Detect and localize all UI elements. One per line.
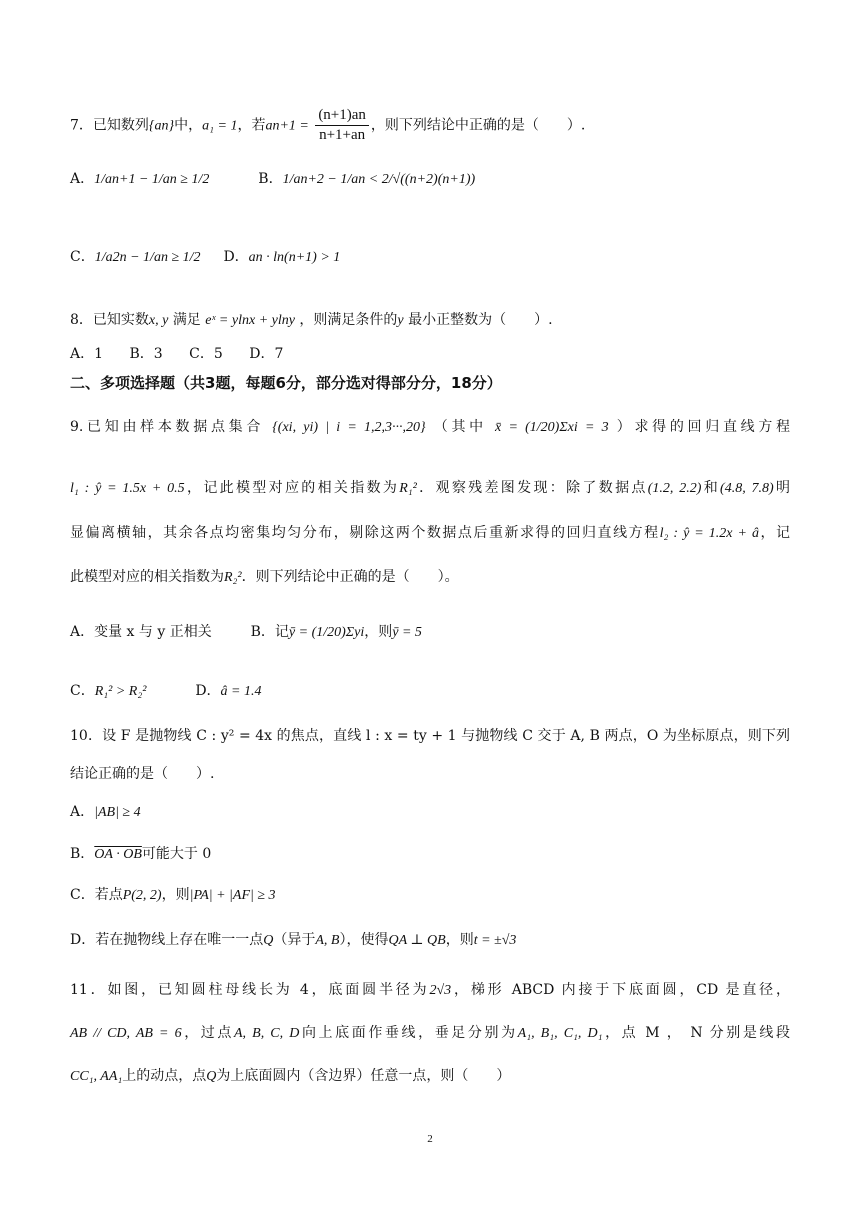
q9-line-2: l₁ : ŷ = 1.5x + 0.5，记此模型对应的相关指数为R₁²．观察残差图发现：除了数据点(1.2, 2.2)和(4.8, 7.8)明 — [70, 480, 791, 496]
q7-option-d-expr: an · ln(n+1) > 1 — [248, 250, 341, 265]
q9-line-1: 9.已知由样本数据点集合 {(xi, yi) | i = 1,2,3···,20} （其中 x̄ = (1/20)Σxi = 3 ）求得的回归直线方程 — [70, 419, 791, 435]
q8-option-a: A．1 — [70, 346, 104, 362]
q9-set: {(xi, yi) | i = 1,2,3···,20} — [272, 420, 426, 435]
q11-line-2: AB // CD, AB = 6，过点A, B, C, D向上底面作垂线，垂足分别为A₁, B₁, C₁, D₁，点 M ， N 分别是线段 — [70, 1025, 791, 1041]
q8-option-d: D．7 — [249, 346, 284, 362]
q7-option-ab: A．1/an+1 − 1/an ≥ 1/2 B．1/an+2 − 1/an < 2/√((n+2)(n+1)) — [70, 171, 476, 187]
q8-option-c: C．5 — [189, 346, 223, 362]
q9-option-cd: C．R₁² > R₂² D．â = 1.4 — [70, 683, 262, 699]
q9-option-ab: A．变量 x 与 y 正相关 B．记ȳ = (1/20)Σyi，则ȳ = 5 — [70, 624, 422, 640]
q8-option-b: B．3 — [129, 346, 163, 362]
q7-option-b-expr: 1/an+2 − 1/an < 2/√((n+2)(n+1)) — [282, 172, 476, 187]
q11-line-3: CC₁, AA₁上的动点，点Q为上底面圆内（含边界）任意一点，则（ ） — [70, 1068, 511, 1084]
q10-line-2: 结论正确的是（ ）. — [70, 766, 215, 782]
q9-mean-x: x̄ = (1/20)Σxi = 3 — [495, 420, 609, 435]
q7-stem: 7．已知数列{an}中，a₁ = 1，若an+1 = $\frac{(n+1)an}{n+1+an}$ ，则下列结论中正确的是（ ）. — [70, 107, 586, 143]
q8-options — [70, 347, 790, 361]
q10-option-c: C．若点P(2, 2)，则|PA| + |AF| ≥ 3 — [70, 887, 276, 903]
q7-option-a-expr: 1/an+1 − 1/an ≥ 1/2 — [94, 172, 210, 187]
q9-option-b-expr: ȳ = (1/20)Σyi — [288, 625, 365, 640]
q7-seq: {an} — [148, 118, 175, 134]
q10-option-d: D．若在抛物线上存在唯一一点Q（异于A, B），使得QA ⊥ QB，则t = ±√3 — [70, 932, 517, 948]
q7-recur-fraction: $\frac{(n+1)an}{n+1+an}$ — [315, 108, 369, 143]
q7-cond: a₁ = 1 — [202, 118, 238, 134]
q8-equation: eˣ = ylnx + ylny — [205, 313, 295, 328]
section-heading: 二、多项选择题（共3题，每题6分，部分选对得部分分，18分） — [70, 374, 502, 392]
q9-option-d-expr: â = 1.4 — [220, 684, 262, 699]
q9-line-3: 显偏离横轴，其余各点均密集均匀分布，剔除这两个数据点后重新求得的回归直线方程l₂ : ŷ = 1.2x + â，记 — [70, 525, 791, 541]
q10-option-b: B．OA · OB可能大于 0 — [70, 846, 212, 862]
q9-option-c-expr: R₁² > R₂² — [94, 684, 147, 699]
q9-line-4: 此模型对应的相关指数为R₂²．则下列结论中正确的是（ ）。 — [70, 569, 459, 585]
q9-l1: l₁ : ŷ = 1.5x + 0.5 — [70, 481, 185, 496]
q7-option-cd: C．1/a2n − 1/an ≥ 1/2 D．an · ln(n+1) > 1 — [70, 249, 341, 265]
q9-option-a: A．变量 x 与 y 正相关 — [70, 624, 212, 640]
q11-line-1: 11．如图，已知圆柱母线长为 4，底面圆半径为2√3，梯形 ABCD 内接于下底面圆，CD 是直径， — [70, 982, 790, 998]
q7-option-c-expr: 1/a2n − 1/an ≥ 1/2 — [94, 250, 201, 265]
q10-line-1: 10．设 F 是抛物线 C : y² = 4x 的焦点，直线 l : x = ty + 1 与抛物线 C 交于 A, B 两点，O 为坐标原点，则下列 — [70, 728, 790, 744]
page-number: 2 — [427, 1133, 433, 1145]
q10-option-a: A．|AB| ≥ 4 — [70, 804, 141, 820]
q8-stem: 8．已知实数x, y 满足 eˣ = ylnx + ylny ，则满足条件的y 最小正整数为（ ）. — [70, 312, 553, 328]
q9-l2: l₂ : ŷ = 1.2x + â — [659, 526, 759, 541]
